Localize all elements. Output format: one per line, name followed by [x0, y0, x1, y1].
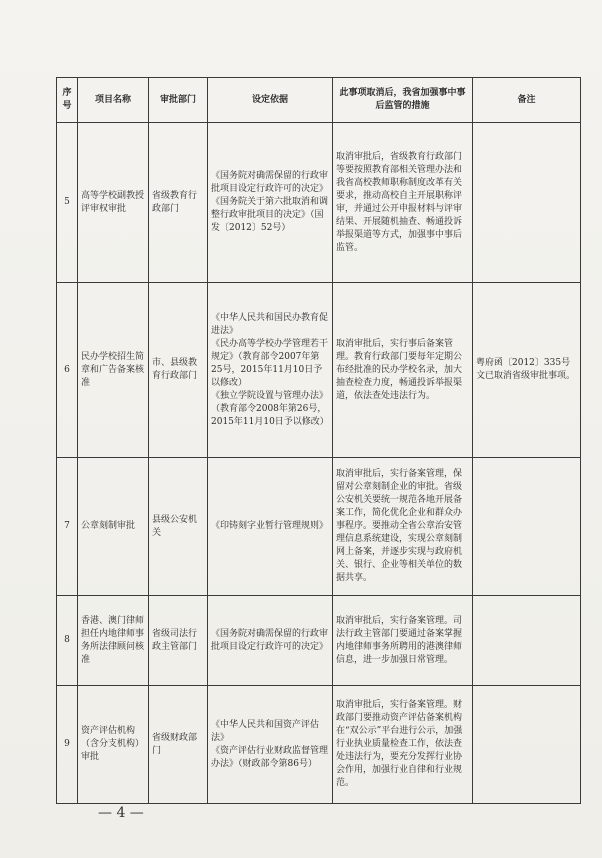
page-number: — 4 — [98, 805, 144, 821]
row-measure: 取消审批后，实行事后备案管理。教育行政部门要每年定期公布经批准的民办学校名录，加大抽查检查力度，畅通投诉举报渠道，依法查处违法行为。 [333, 283, 473, 458]
header-note: 备注 [473, 78, 581, 123]
row-basis: 《印铸刻字业暂行管理规则》 [208, 458, 333, 596]
header-no: 序号 [57, 78, 78, 123]
table-header-row [57, 78, 581, 123]
row-note [473, 458, 581, 596]
row-dept: 省级财政部门 [149, 686, 208, 804]
row-dept: 省级司法行政主管部门 [149, 596, 208, 686]
table-row [57, 283, 581, 458]
row-no: 8 [57, 596, 78, 686]
row-measure: 取消审批后，省级教育行政部门等要按照教育部相关管理办法和我省高校教师职称制度改革有关要求，推动高校自主开展职称评审，并通过公开申报材料与评审结果、开展随机抽查、畅通投诉举报渠道等方式，加强事中事后监管。 [333, 123, 473, 283]
row-dept: 县级公安机关 [149, 458, 208, 596]
row-basis: 《国务院对确需保留的行政审批项目设定行政许可的决定》 《国务院关于第六批取消和调整行政审批项目的决定》（国发〔2012〕52号） [208, 123, 333, 283]
header-dept: 审批部门 [149, 78, 208, 123]
row-name: 公章刻制审批 [78, 458, 149, 596]
row-no: 6 [57, 283, 78, 458]
row-dept: 省级教育行政部门 [149, 123, 208, 283]
table-row [57, 123, 581, 283]
approval-items-table [56, 77, 581, 804]
row-measure: 取消审批后，实行备案管理。财政部门要推动资产评估备案机构在“双公示”平台进行公示，加强行业执业质量检查工作，依法查处违法行为，要充分发挥行业协会作用，加强行业自律和行业规范。 [333, 686, 473, 804]
row-name: 高等学校副教授评审权审批 [78, 123, 149, 283]
table-row [57, 596, 581, 686]
row-dept: 市、县级教育行政部门 [149, 283, 208, 458]
table-row [57, 686, 581, 804]
row-name: 香港、澳门律师担任内地律师事务所法律顾问核准 [78, 596, 149, 686]
row-name: 资产评估机构（含分支机构）审批 [78, 686, 149, 804]
row-measure: 取消审批后，实行备案管理。司法行政主管部门要通过备案掌握内地律师事务所聘用的港澳律师信息，进一步加强日常管理。 [333, 596, 473, 686]
row-note [473, 123, 581, 283]
row-measure: 取消审批后，实行备案管理，保留对公章刻制企业的审批。省级公安机关要统一规范各地开展备案工作，简化优化企业和群众办事程序。要推动全省公章治安管理信息系统建设，实现公章刻制网上备案，并逐步实现与政府机关、银行、企业等相关单位的数据共享。 [333, 458, 473, 596]
row-no: 9 [57, 686, 78, 804]
header-name: 项目名称 [78, 78, 149, 123]
table-row [57, 458, 581, 596]
row-no: 5 [57, 123, 78, 283]
header-measure: 此事项取消后，我省加强事中事后监管的措施 [333, 78, 473, 123]
row-note [473, 596, 581, 686]
header-basis: 设定依据 [208, 78, 333, 123]
row-note [473, 686, 581, 804]
row-no: 7 [57, 458, 78, 596]
row-name: 民办学校招生简章和广告备案核准 [78, 283, 149, 458]
row-basis: 《中华人民共和国民办教育促进法》 《民办高等学校办学管理若干规定》（教育部令2007年第25号，2015年11月10日予以修改） 《独立学院设置与管理办法》（教育部令2008年第26号，2015年11月10日予以修改） [208, 283, 333, 458]
row-note: 粤府函〔2012〕335号文已取消省级审批事项。 [473, 283, 581, 458]
row-basis: 《中华人民共和国资产评估法》 《资产评估行业财政监督管理办法》（财政部令第86号） [208, 686, 333, 804]
row-basis: 《国务院对确需保留的行政审批项目设定行政许可的决定》 [208, 596, 333, 686]
